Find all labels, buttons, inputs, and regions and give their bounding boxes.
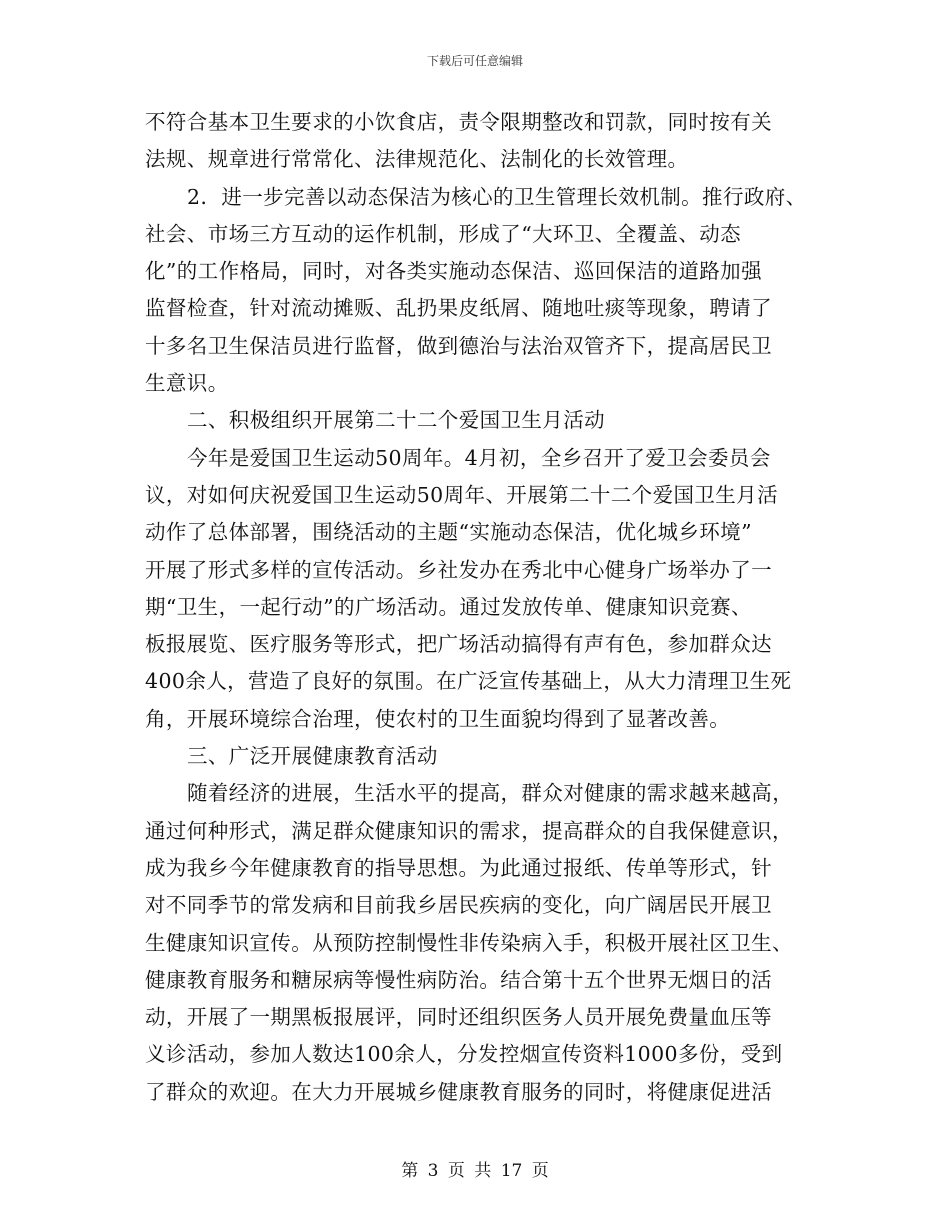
text-line: 健康教育服务和糖尿病等慢性病防治。结合第十五个世界无烟日的活: [145, 967, 772, 992]
page-header: 下载后可任意编辑: [426, 54, 523, 68]
text-line: 期“卫生，一起行动”的广场活动。通过发放传单、健康知识竞赛、: [145, 594, 752, 619]
text-line: 三、广泛开展健康教育活动: [187, 744, 438, 769]
text-line: 400余人，营造了良好的氛围。在广泛宣传基础上，从大力清理卫生死: [145, 669, 792, 694]
text-line: 角，开展环境综合治理，使农村的卫生面貌均得到了显著改善。: [145, 706, 731, 731]
text-line: 板报展览、医疗服务等形式，把广场活动搞得有声有色，参加群众达: [145, 632, 772, 657]
text-line: 对不同季节的常发病和目前我乡居民疾病的变化，向广阔居民开展卫: [145, 893, 772, 918]
text-line: 法规、规章进行常常化、法律规范化、法制化的长效管理。: [145, 147, 689, 172]
text-line: 议，对如何庆祝爱国卫生运动50周年、开展第二十二个爱国卫生月活: [145, 482, 778, 507]
text-line: 今年是爱国卫生运动50周年。4月初，全乡召开了爱卫会委员会: [187, 445, 771, 470]
text-line: 二、积极组织开展第二十二个爱国卫生月活动: [187, 408, 605, 433]
text-line: 化”的工作格局，同时，对各类实施动态保洁、巡回保洁的道路加强: [145, 259, 762, 284]
text-line: 监督检查，针对流动摊贩、乱扔果皮纸屑、随地吐痰等现象，聘请了: [145, 296, 772, 321]
text-line: 社会、市场三方互动的运作机制，形成了“大环卫、全覆盖、动态: [145, 221, 742, 246]
text-line: 开展了形式多样的宣传活动。乡社发办在秀北中心健身广场举办了一: [145, 557, 772, 582]
text-line: 了群众的欢迎。在大力开展城乡健康教育服务的同时，将健康促进活: [145, 1079, 772, 1104]
text-line: 2．进一步完善以动态保洁为核心的卫生管理长效机制。推行政府、: [187, 184, 807, 209]
text-line: 通过何种形式，满足群众健康知识的需求，提高群众的自我保健意识，: [145, 818, 793, 843]
text-line: 生意识。: [145, 371, 229, 396]
body-text: [145, 104, 825, 1111]
text-line: 成为我乡今年健康教育的指导思想。为此通过报纸、传单等形式，针: [145, 855, 772, 880]
text-line: 随着经济的进展，生活水平的提高，群众对健康的需求越来越高，: [187, 781, 794, 806]
text-line: 不符合基本卫生要求的小饮食店，责令限期整改和罚款，同时按有关: [145, 110, 772, 134]
text-line: 动，开展了一期黑板报展评，同时还组织医务人员开展免费量血压等: [145, 1005, 772, 1030]
text-line: 义诊活动，参加人数达100余人，分发控烟宣传资料1000多份，受到: [145, 1042, 783, 1067]
text-line: 动作了总体部署，围绕活动的主题“实施动态保洁，优化城乡环境”: [145, 520, 752, 545]
text-line: 十多名卫生保洁员进行监督，做到德治与法治双管齐下，提高居民卫: [145, 333, 772, 358]
page-footer: 第 3 页 共 17 页: [401, 1161, 549, 1181]
text-line: 生健康知识宣传。从预防控制慢性非传染病入手，积极开展社区卫生、: [145, 930, 793, 955]
